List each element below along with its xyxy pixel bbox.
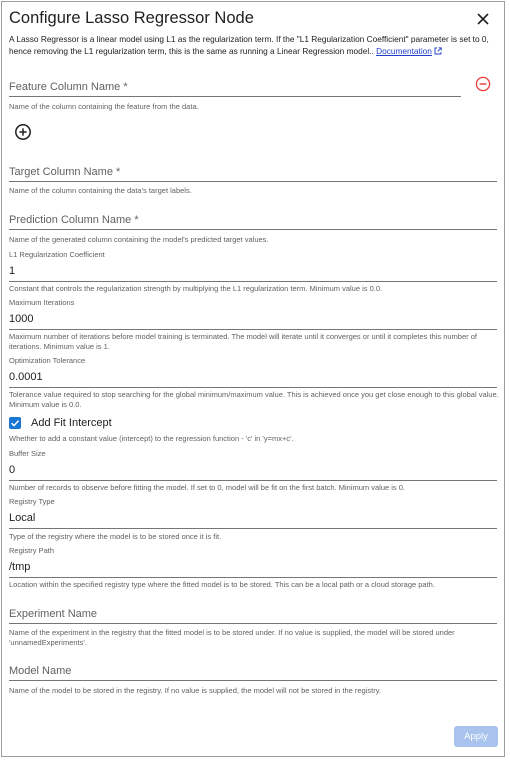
configure-node-dialog [1, 1, 505, 757]
prediction-column-help: Name of the generated column containing the model's predicted target values. [9, 235, 269, 244]
buffer-size-label: Buffer Size [9, 449, 46, 458]
description-text: A Lasso Regressor is a linear model using L1 as the regularization term. If the "L1 Regularization Coefficient" parameter is set to 0, hence removing the L1 regularization term, this is the same as running a Linear Regression model.. [9, 34, 489, 56]
external-link-icon[interactable] [434, 47, 442, 55]
fit-intercept-row [9, 416, 112, 430]
close-button[interactable] [472, 8, 494, 30]
fit-intercept-help: Whether to add a constant value (intercept) to the regression function - 'c' in 'y=mx+c'. [9, 434, 294, 443]
buffer-size-field[interactable] [9, 448, 497, 481]
registry-type-field[interactable] [9, 496, 497, 529]
node-description [9, 33, 501, 57]
dialog-title: Configure Lasso Regressor Node [9, 9, 254, 27]
l1-coefficient-help: Constant that controls the regularization strength by multiplying the L1 regularization term. Minimum value is 0.0. [9, 284, 383, 293]
registry-type-select[interactable]: Local [9, 512, 36, 524]
close-icon [477, 13, 489, 25]
buffer-size-help: Number of records to observe before fitting the model. If set to 0, model will be fit on the first batch. Minimum value is 0. [9, 483, 406, 492]
apply-button[interactable]: Apply [454, 726, 498, 747]
optimization-tolerance-input[interactable]: 0.0001 [9, 371, 43, 383]
experiment-name-field[interactable] [9, 604, 497, 624]
l1-coefficient-field[interactable] [9, 249, 497, 282]
model-name-help: Name of the model to be stored in the registry. If no value is supplied, the model will not be stored in the registry. [9, 686, 381, 695]
check-icon [10, 418, 20, 428]
remove-circle-icon [475, 76, 491, 92]
registry-path-input[interactable]: /tmp [9, 561, 31, 573]
documentation-link[interactable]: Documentation [376, 46, 432, 56]
target-column-help: Name of the column containing the data's target labels. [9, 186, 192, 195]
max-iterations-help: Maximum number of iterations before model training is terminated. The model will iterate until it converges or until it completes this number of iterations. Minimum value is 1. [9, 332, 477, 351]
experiment-name-help: Name of the experiment in the registry that the fitted model is to be stored under. If no value is supplied, the model will be stored under 'unnamedExperiments'. [9, 628, 455, 647]
buffer-size-input[interactable]: 0 [9, 464, 16, 476]
add-feature-column-button[interactable] [14, 123, 32, 141]
registry-path-help: Location within the specified registry type where the fitted model is to be stored. This can be a local path or a cloud storage path. [9, 580, 435, 589]
model-name-input[interactable]: Model Name [9, 665, 72, 677]
prediction-column-input[interactable]: Prediction Column Name * [9, 214, 139, 226]
model-name-field[interactable] [9, 661, 497, 681]
l1-coefficient-label: L1 Regularization Coefficient [9, 250, 105, 259]
registry-type-help: Type of the registry where the model is to be stored once it is fit. [9, 532, 222, 541]
experiment-name-input[interactable]: Experiment Name [9, 608, 98, 620]
optimization-tolerance-field[interactable] [9, 355, 497, 388]
registry-path-field[interactable] [9, 545, 497, 578]
add-circle-icon [14, 123, 32, 141]
registry-type-label: Registry Type [9, 497, 55, 506]
max-iterations-input[interactable]: 1000 [9, 313, 34, 325]
optimization-tolerance-label: Optimization Tolerance [9, 356, 86, 365]
remove-feature-column-button[interactable] [475, 76, 491, 92]
l1-coefficient-input[interactable]: 1 [9, 265, 16, 277]
feature-column-help: Name of the column containing the feature from the data. [9, 102, 199, 111]
prediction-column-field[interactable] [9, 210, 497, 230]
registry-path-label: Registry Path [9, 546, 55, 555]
feature-column-field[interactable] [9, 77, 461, 97]
target-column-input[interactable]: Target Column Name * [9, 166, 121, 178]
max-iterations-field[interactable] [9, 297, 497, 330]
target-column-field[interactable] [9, 162, 497, 182]
feature-column-input[interactable]: Feature Column Name * [9, 81, 128, 93]
fit-intercept-label: Add Fit Intercept [31, 417, 112, 429]
optimization-tolerance-help: Tolerance value required to stop searching for the global minimum/maximum value. This is achieved once you get close enough to this global value. Minimum value is 0.0. [9, 390, 499, 409]
fit-intercept-checkbox[interactable] [9, 417, 21, 429]
max-iterations-label: Maximum Iterations [9, 298, 75, 307]
